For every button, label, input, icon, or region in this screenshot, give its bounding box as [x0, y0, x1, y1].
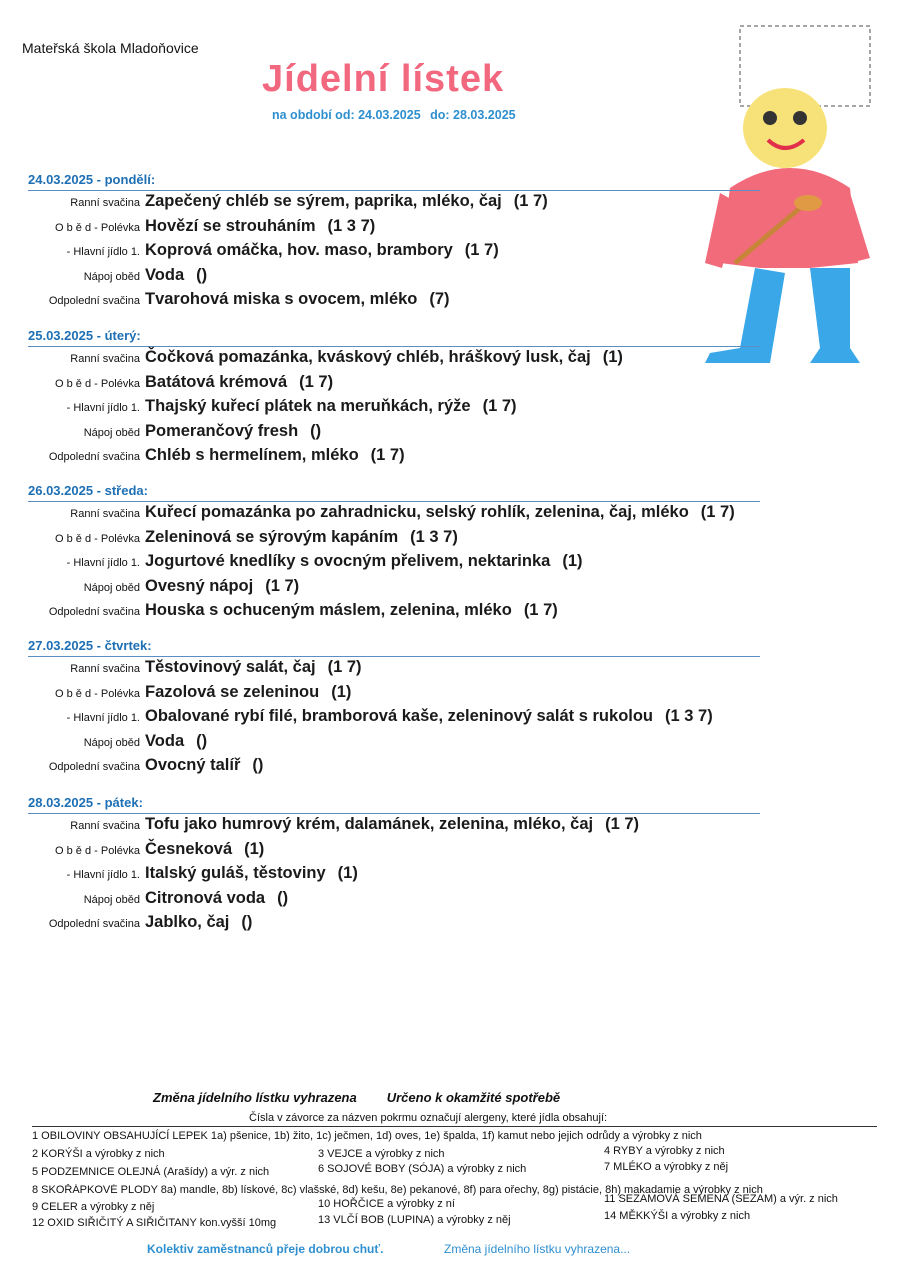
- dish-line: [145, 913, 252, 932]
- dish-allergens: (1 7): [700, 503, 735, 521]
- menu-row: [28, 912, 760, 937]
- dish-line: [145, 707, 713, 726]
- allergen-11: 11 SEZAMOVÁ SEMENA (SEZAM) a výr. z nich: [604, 1193, 838, 1205]
- dish-name: Chléb s hermelínem, mléko: [145, 446, 359, 464]
- dish-allergens: (1): [562, 552, 583, 570]
- menu-row: [28, 216, 760, 241]
- allergen-8: 8 SKOŘÁPKOVÉ PLODY 8a) mandle, 8b) lískové, 8c) vlašské, 8d) kešu, 8e) pekanové, 8f) para ořechy, 8g) pistácie, 8h) makadamie a výrobky z nich: [32, 1184, 763, 1196]
- dish-name: Ovocný talíř: [145, 756, 241, 774]
- dish-name: Obalované rybí filé, bramborová kaše, zeleninový salát s rukolou: [145, 707, 654, 725]
- dish-allergens: (1 3 7): [665, 707, 713, 725]
- dish-line: [145, 397, 517, 416]
- menu-row: [28, 682, 760, 707]
- meal-label: - Hlavní jídlo 1.: [66, 869, 140, 881]
- meal-label: - Hlavní jídlo 1.: [66, 402, 140, 414]
- dish-allergens: (): [310, 421, 322, 440]
- allergen-4: 4 RYBY a výrobky z nich: [604, 1145, 725, 1157]
- dish-line: [145, 601, 558, 620]
- dish-allergens: (): [252, 756, 264, 774]
- dish-name: Voda: [145, 731, 185, 750]
- dish-allergens: (): [277, 888, 289, 907]
- change-note-bottom: Změna jídelního lístku vyhrazena...: [444, 1242, 631, 1256]
- menu-row: [28, 551, 760, 576]
- dish-allergens: (1 7): [299, 372, 334, 391]
- dish-line: [145, 889, 288, 908]
- dish-line: [145, 683, 351, 702]
- allergen-9: 9 CELER a výrobky z něj: [32, 1201, 155, 1213]
- menu-row: [28, 600, 760, 625]
- menu-row: [28, 814, 760, 839]
- meal-label: O b ě d - Polévka: [55, 687, 140, 700]
- allergen-10: 10 HOŘČICE a výrobky z ní: [318, 1198, 455, 1210]
- dish-line: [145, 552, 583, 571]
- menu-row: [28, 421, 760, 446]
- menu-row: [28, 372, 760, 397]
- menu-row: [28, 731, 760, 756]
- dish-name: Citronová voda: [145, 888, 266, 907]
- dish-name: Zapečený chléb se sýrem, paprika, mléko, čaj: [145, 192, 502, 210]
- allergen-3: 3 VEJCE a výrobky z nich: [318, 1148, 445, 1160]
- day-heading: 25.03.2025 - úterý:: [28, 328, 760, 347]
- meal-label: Nápoj oběd: [83, 270, 140, 283]
- dish-line: [145, 840, 264, 859]
- dish-line: [145, 503, 735, 522]
- meal-label: - Hlavní jídlo 1.: [66, 246, 140, 258]
- meal-label: Ranní svačina: [70, 508, 140, 520]
- menu-row: [28, 888, 760, 913]
- allergen-7: 7 MLÉKO a výrobky z něj: [604, 1161, 729, 1173]
- meal-label: Odpolední svačina: [48, 606, 140, 618]
- dish-allergens: (): [196, 265, 208, 284]
- menu-row: [28, 289, 760, 314]
- dish-name: Zeleninová se sýrovým kapáním: [145, 527, 399, 546]
- meal-label: Ranní svačina: [70, 820, 140, 832]
- meal-label: Odpolední svačina: [48, 295, 140, 307]
- allergen-13: 13 VLČÍ BOB (LUPINA) a výrobky z něj: [318, 1214, 511, 1226]
- dish-line: [145, 446, 405, 465]
- meal-label: Odpolední svačina: [48, 761, 140, 773]
- allergen-intro: Čísla v závorce za názven pokrmu označují alergeny, které jídla obsahují:: [249, 1112, 608, 1124]
- menu-row: [28, 576, 760, 601]
- dish-line: [145, 864, 358, 883]
- menu-row: [28, 502, 760, 527]
- dish-line: [145, 348, 623, 367]
- menu-row: [28, 240, 760, 265]
- allergen-5: 5 PODZEMNICE OLEJNÁ (Arašídy) a výr. z nich: [32, 1166, 270, 1178]
- meal-label: Nápoj oběd: [83, 736, 140, 749]
- dish-name: Batátová krémová: [145, 372, 288, 391]
- dish-name: Jogurtové knedlíky s ovocným přelivem, nektarinka: [145, 552, 551, 570]
- dish-name: Čočková pomazánka, kváskový chléb, hráškový lusk, čaj: [145, 348, 591, 366]
- menu-row: [28, 527, 760, 552]
- meal-label: Nápoj oběd: [83, 893, 140, 906]
- page-title: Jídelní lístek: [262, 58, 505, 100]
- meal-label: Odpolední svačina: [48, 451, 140, 463]
- dish-allergens: (1): [331, 682, 352, 701]
- dish-line: [145, 422, 321, 441]
- dish-name: Kuřecí pomazánka po zahradnicku, selský rohlík, zelenina, čaj, mléko: [145, 503, 689, 521]
- dish-name: Pomerančový fresh: [145, 421, 299, 440]
- dish-name: Fazolová se zeleninou: [145, 682, 320, 701]
- menu-row: [28, 445, 760, 470]
- dish-allergens: (): [241, 913, 253, 931]
- dish-allergens: (1 7): [464, 241, 499, 259]
- meal-label: - Hlavní jídlo 1.: [66, 712, 140, 724]
- dish-line: [145, 815, 639, 834]
- meal-label: O b ě d - Polévka: [55, 221, 140, 234]
- dish-line: [145, 528, 458, 547]
- dish-line: [145, 290, 450, 309]
- allergen-14: 14 MĚKKÝŠI a výrobky z nich: [604, 1210, 751, 1222]
- dish-line: [145, 658, 362, 677]
- dish-allergens: (1): [244, 839, 265, 858]
- dish-name: Ovesný nápoj: [145, 576, 254, 595]
- dish-allergens: (1 3 7): [327, 216, 376, 235]
- menu-row: [28, 347, 760, 372]
- dish-name: Jablko, čaj: [145, 913, 230, 931]
- consume-note: Určeno k okamžité spotřebě: [386, 1090, 561, 1105]
- dish-line: [145, 373, 333, 392]
- dish-allergens: (1 7): [370, 446, 405, 464]
- dish-name: Hovězí se strouháním: [145, 216, 316, 235]
- meal-label: O b ě d - Polévka: [55, 377, 140, 390]
- day-section: [28, 795, 760, 937]
- change-note: Změna jídelního lístku vyhrazena: [153, 1090, 357, 1105]
- dish-allergens: (1 7): [523, 601, 558, 619]
- allergen-1: 1 OBILOVINY OBSAHUJÍCÍ LEPEK 1a) pšenice, 1b) žito, 1c) ječmen, 1d) oves, 1e) špalda, 1f) kamut nebo jejich odrůdy a výrobky z nich: [32, 1130, 702, 1142]
- wish-note: Kolektiv zaměstnanců přeje dobrou chuť.: [147, 1242, 384, 1256]
- dish-line: [145, 217, 375, 236]
- menu-row: [28, 191, 760, 216]
- meal-label: Ranní svačina: [70, 197, 140, 209]
- menu-row: [28, 396, 760, 421]
- meal-label: Nápoj oběd: [83, 426, 140, 439]
- dish-line: [145, 266, 207, 285]
- meal-label: Nápoj oběd: [83, 581, 140, 594]
- dish-allergens: (1 7): [605, 815, 640, 833]
- dish-allergens: (1 7): [513, 192, 548, 210]
- meal-label: O b ě d - Polévka: [55, 532, 140, 545]
- menu-row: [28, 706, 760, 731]
- day-section: [28, 638, 760, 780]
- dish-allergens: (1 3 7): [410, 527, 458, 546]
- divider: [32, 1126, 877, 1127]
- dish-name: Koprová omáčka, hov. maso, brambory: [145, 241, 453, 259]
- allergen-12: 12 OXID SIŘIČITÝ A SIŘIČITANY kon.vyšší 10mg: [32, 1217, 277, 1229]
- menu-row: [28, 755, 760, 780]
- dish-allergens: (1): [602, 348, 623, 366]
- menu-row: [28, 863, 760, 888]
- day-heading: 26.03.2025 - středa:: [28, 483, 760, 502]
- meal-label: - Hlavní jídlo 1.: [66, 557, 140, 569]
- dish-line: [145, 577, 299, 596]
- dish-line: [145, 241, 499, 260]
- dish-allergens: (1): [337, 864, 358, 882]
- dish-line: [145, 756, 263, 775]
- dish-name: Houska s ochuceným máslem, zelenina, mléko: [145, 601, 512, 619]
- dish-name: Těstovinový salát, čaj: [145, 658, 316, 676]
- dish-allergens: (1 7): [482, 397, 517, 415]
- menu-row: [28, 839, 760, 864]
- day-heading: 24.03.2025 - pondělí:: [28, 172, 760, 191]
- dish-name: Tvarohová miska s ovocem, mléko: [145, 290, 418, 308]
- school-name: Mateřská škola Mladoňovice: [22, 40, 199, 56]
- day-heading: 28.03.2025 - pátek:: [28, 795, 760, 814]
- dish-name: Česneková: [145, 839, 233, 858]
- menu-period: [272, 108, 522, 122]
- menu-row: [28, 657, 760, 682]
- dish-allergens: (): [196, 731, 208, 750]
- allergen-6: 6 SOJOVÉ BOBY (SÓJA) a výrobky z nich: [318, 1163, 527, 1175]
- period-from: na období od: 24.03.2025: [272, 108, 421, 122]
- menu-row: [28, 265, 760, 290]
- dish-name: Tofu jako humrový krém, dalamánek, zelenina, mléko, čaj: [145, 815, 594, 833]
- dish-name: Voda: [145, 265, 185, 284]
- meal-label: O b ě d - Polévka: [55, 844, 140, 857]
- day-heading: 27.03.2025 - čtvrtek:: [28, 638, 760, 657]
- period-to: do: 28.03.2025: [430, 108, 516, 122]
- allergen-2: 2 KORÝŠI a výrobky z nich: [32, 1148, 165, 1160]
- meal-label: Ranní svačina: [70, 353, 140, 365]
- meal-label: Odpolední svačina: [48, 918, 140, 930]
- dish-line: [145, 732, 207, 751]
- dish-line: [145, 192, 548, 211]
- day-section: [28, 328, 760, 470]
- dish-allergens: (1 7): [327, 658, 362, 676]
- dish-name: Italský guláš, těstoviny: [145, 864, 326, 882]
- dish-name: Thajský kuřecí plátek na meruňkách, rýže: [145, 397, 471, 415]
- dish-allergens: (1 7): [265, 576, 300, 595]
- day-section: [28, 483, 760, 625]
- meal-label: Ranní svačina: [70, 663, 140, 675]
- dish-allergens: (7): [429, 290, 450, 308]
- day-section: [28, 172, 760, 314]
